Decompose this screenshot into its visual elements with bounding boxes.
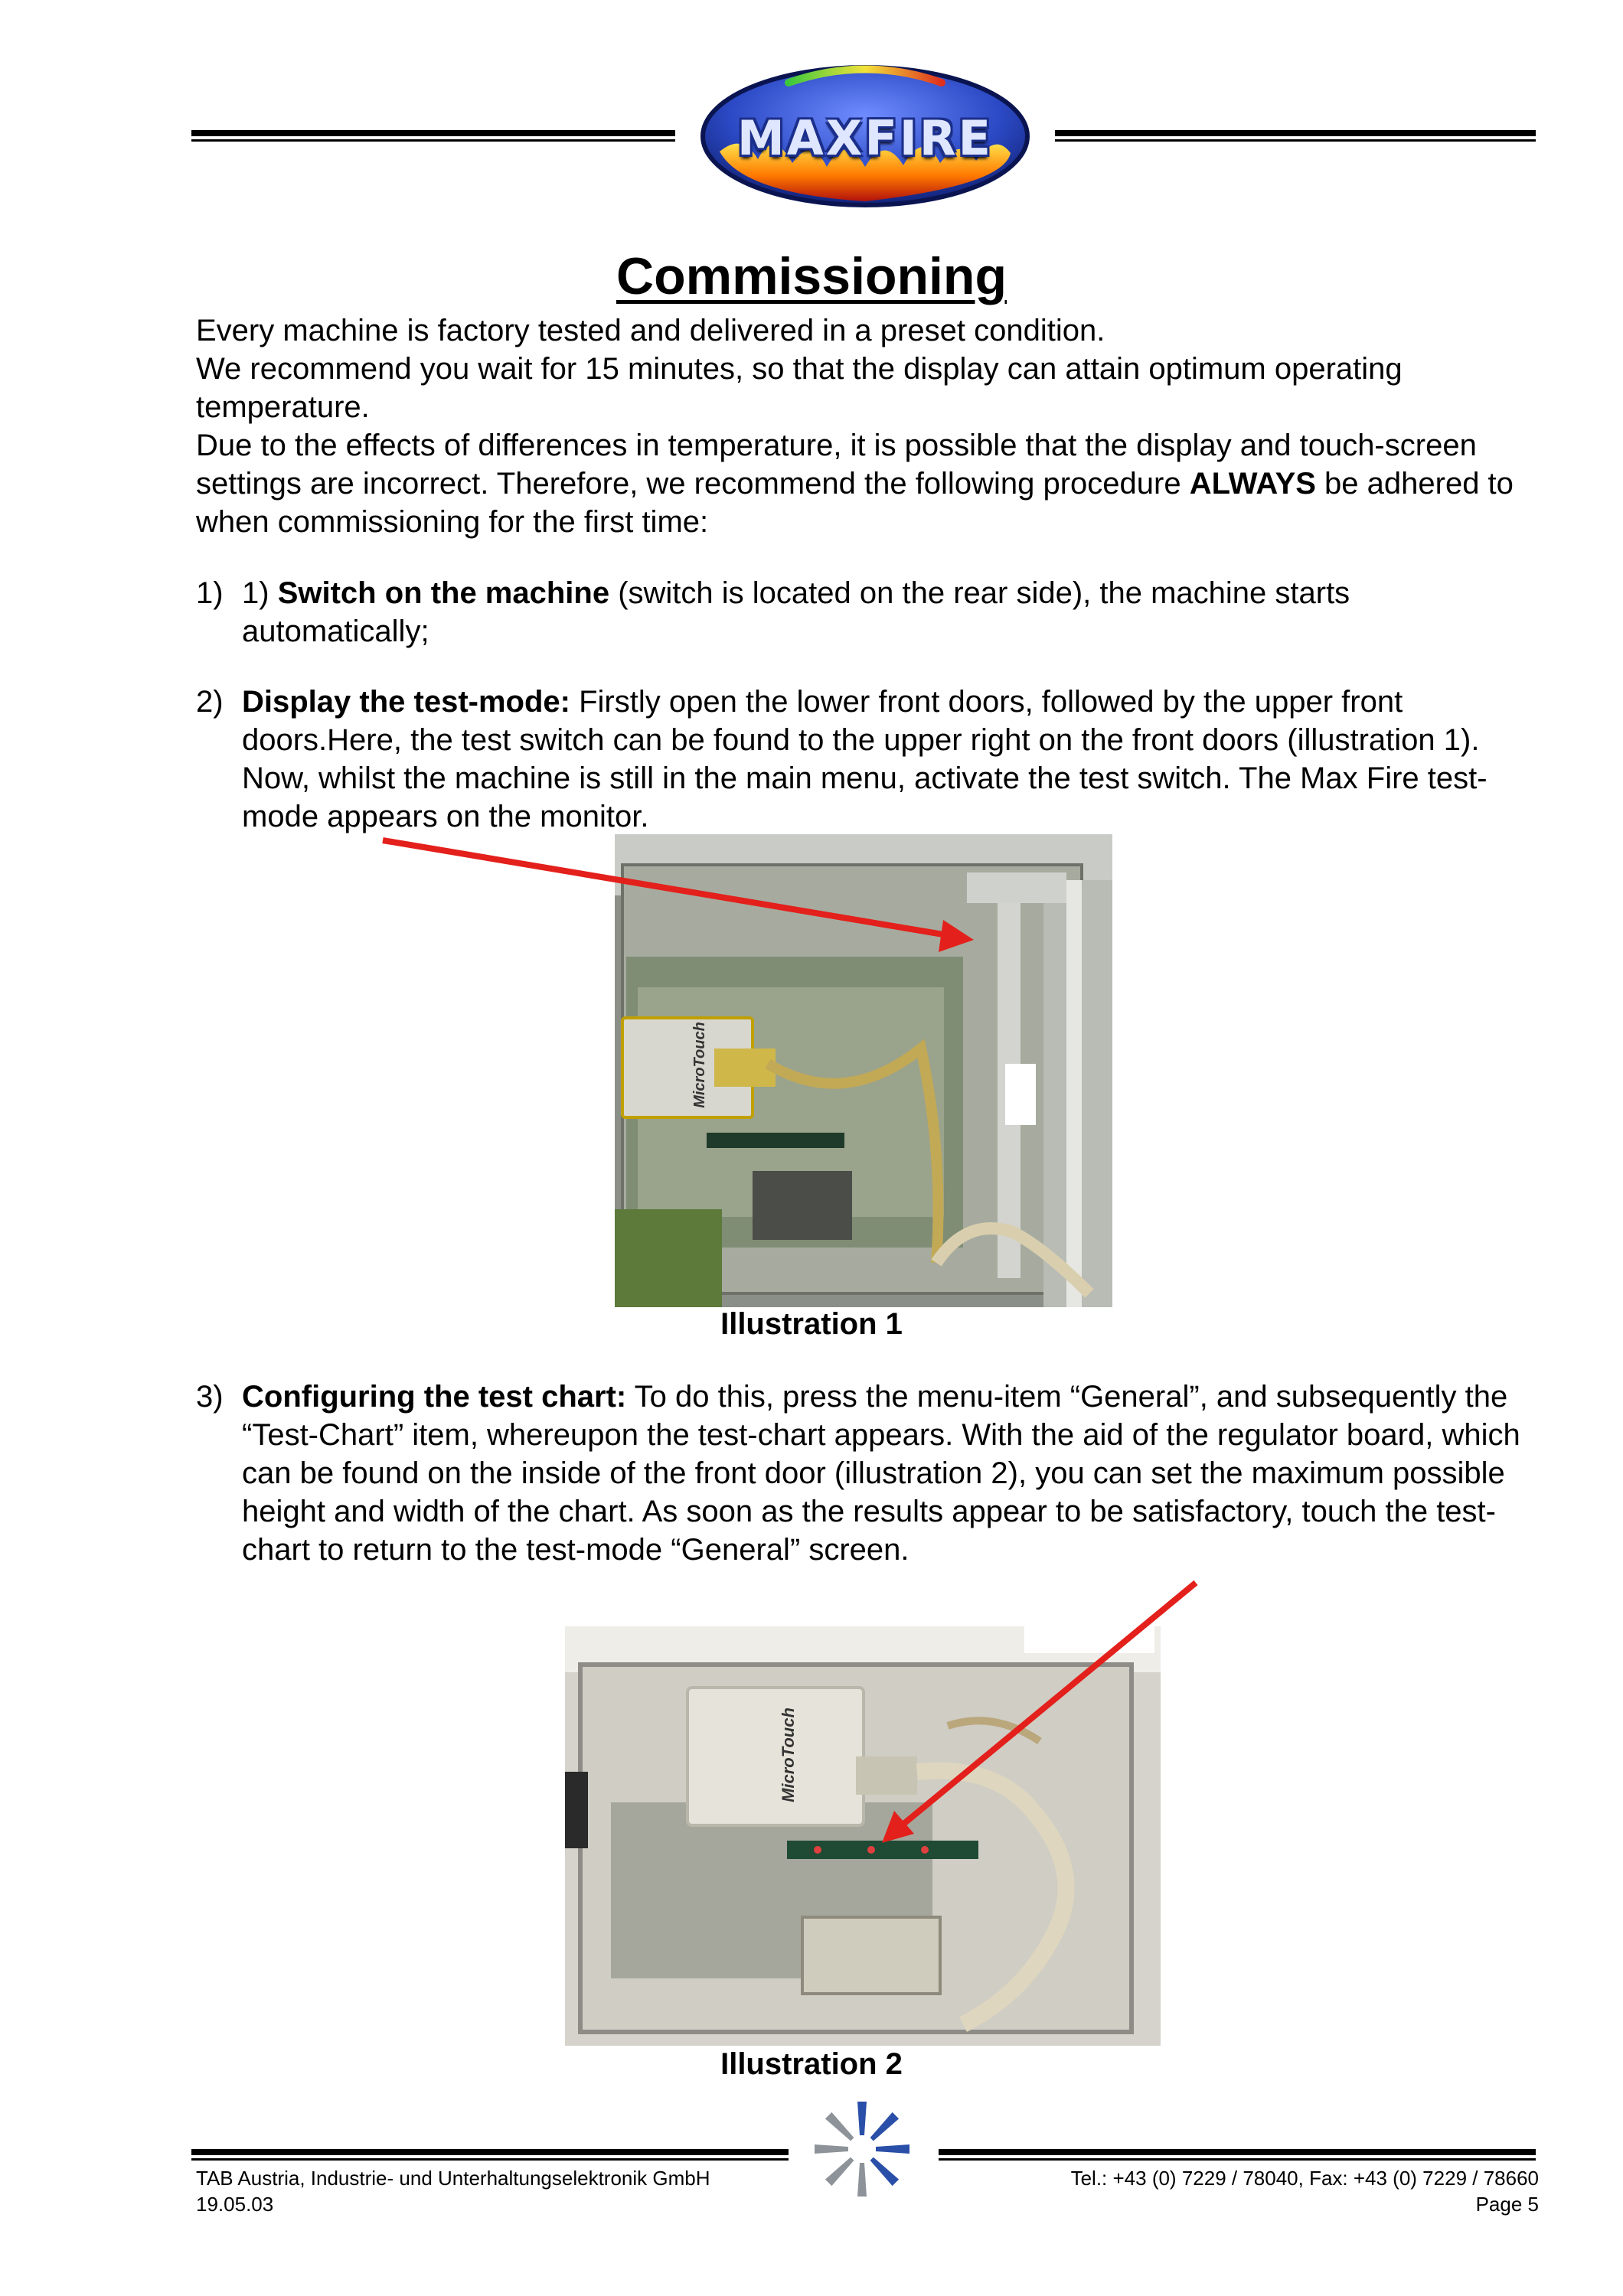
illustration-2-photo xyxy=(565,1626,1161,2046)
illustration-2-board-label: MicroTouch xyxy=(778,1707,798,1802)
illustration-1-photo xyxy=(615,834,1112,1307)
footer-rule-left xyxy=(191,2149,789,2161)
intro-line-1: Every machine is factory tested and delivered in a preset condition. xyxy=(196,314,1105,347)
illustration-2-caption: Illustration 2 xyxy=(720,2047,903,2081)
step-3-text xyxy=(242,1378,1543,1569)
step-3-number: 3) xyxy=(196,1380,224,1414)
illustration-1-board-label: MicroTouch xyxy=(691,1022,708,1108)
intro-tail: be adhered to when commissioning for the first time: xyxy=(196,467,1514,539)
logo-wordmark: MAXFIRE xyxy=(737,110,993,166)
step-3-heading: Configuring the test chart: xyxy=(242,1380,627,1414)
tab-austria-logo xyxy=(812,2099,913,2200)
step-1-prefix: 1) xyxy=(242,576,278,610)
header-rule-left xyxy=(191,130,675,142)
step-2-body: Firstly open the lower front doors, followed by the upper front doors.Here, the test switch can be found to the upper right on the front doors (illustration 1). Now, whilst the machine is still in the main menu, activate the test switch. The Max Fire test-mode appears on the monitor. xyxy=(242,685,1487,833)
step-1-heading: Switch on the machine xyxy=(277,576,610,610)
footer-contact: Tel.: +43 (0) 7229 / 78040, Fax: +43 (0) 7229 / 78660 xyxy=(1070,2167,1539,2190)
step-3-body: To do this, press the menu-item “General”, and subsequently the “Test-Chart” item, whereupon the test-chart appears. With the aid of the regulator board, which can be found on the inside of the front door (illustration 2), you can set the maximum possible height and width of the chart. As soon as the results appear to be satisfactory, touch the test-chart to return to the test-mode “General” screen. xyxy=(242,1380,1520,1567)
intro-line-2: We recommend you wait for 15 minutes, so that the display can attain optimum operating temperature. xyxy=(196,352,1403,424)
step-2-heading: Display the test-mode: xyxy=(242,685,570,719)
intro-paragraph-3 xyxy=(196,426,1543,541)
step-1-body: (switch is located on the rear side), the machine starts automatically; xyxy=(242,576,1350,648)
maxfire-logo xyxy=(697,60,1034,209)
footer-company: TAB Austria, Industrie- und Unterhaltungselektronik GmbH xyxy=(196,2167,710,2190)
header-rule-right xyxy=(1055,130,1536,142)
step-1-text xyxy=(242,574,1543,651)
footer-page-number: Page 5 xyxy=(1475,2193,1539,2216)
footer-date: 19.05.03 xyxy=(196,2193,274,2216)
intro-text: Due to the effects of differences in temperature, it is possible that the display and touch-screen settings are incorrect. Therefore, we recommend the following procedure xyxy=(196,429,1477,501)
illustration-1-caption: Illustration 1 xyxy=(720,1307,903,1341)
step-2-text xyxy=(242,683,1543,836)
page-title: Commissioning xyxy=(616,247,1007,305)
intro-emphasis: ALWAYS xyxy=(1189,467,1316,501)
step-2-number: 2) xyxy=(196,685,224,719)
footer-rule-right xyxy=(939,2149,1536,2161)
step-1-number: 1) xyxy=(196,576,224,610)
